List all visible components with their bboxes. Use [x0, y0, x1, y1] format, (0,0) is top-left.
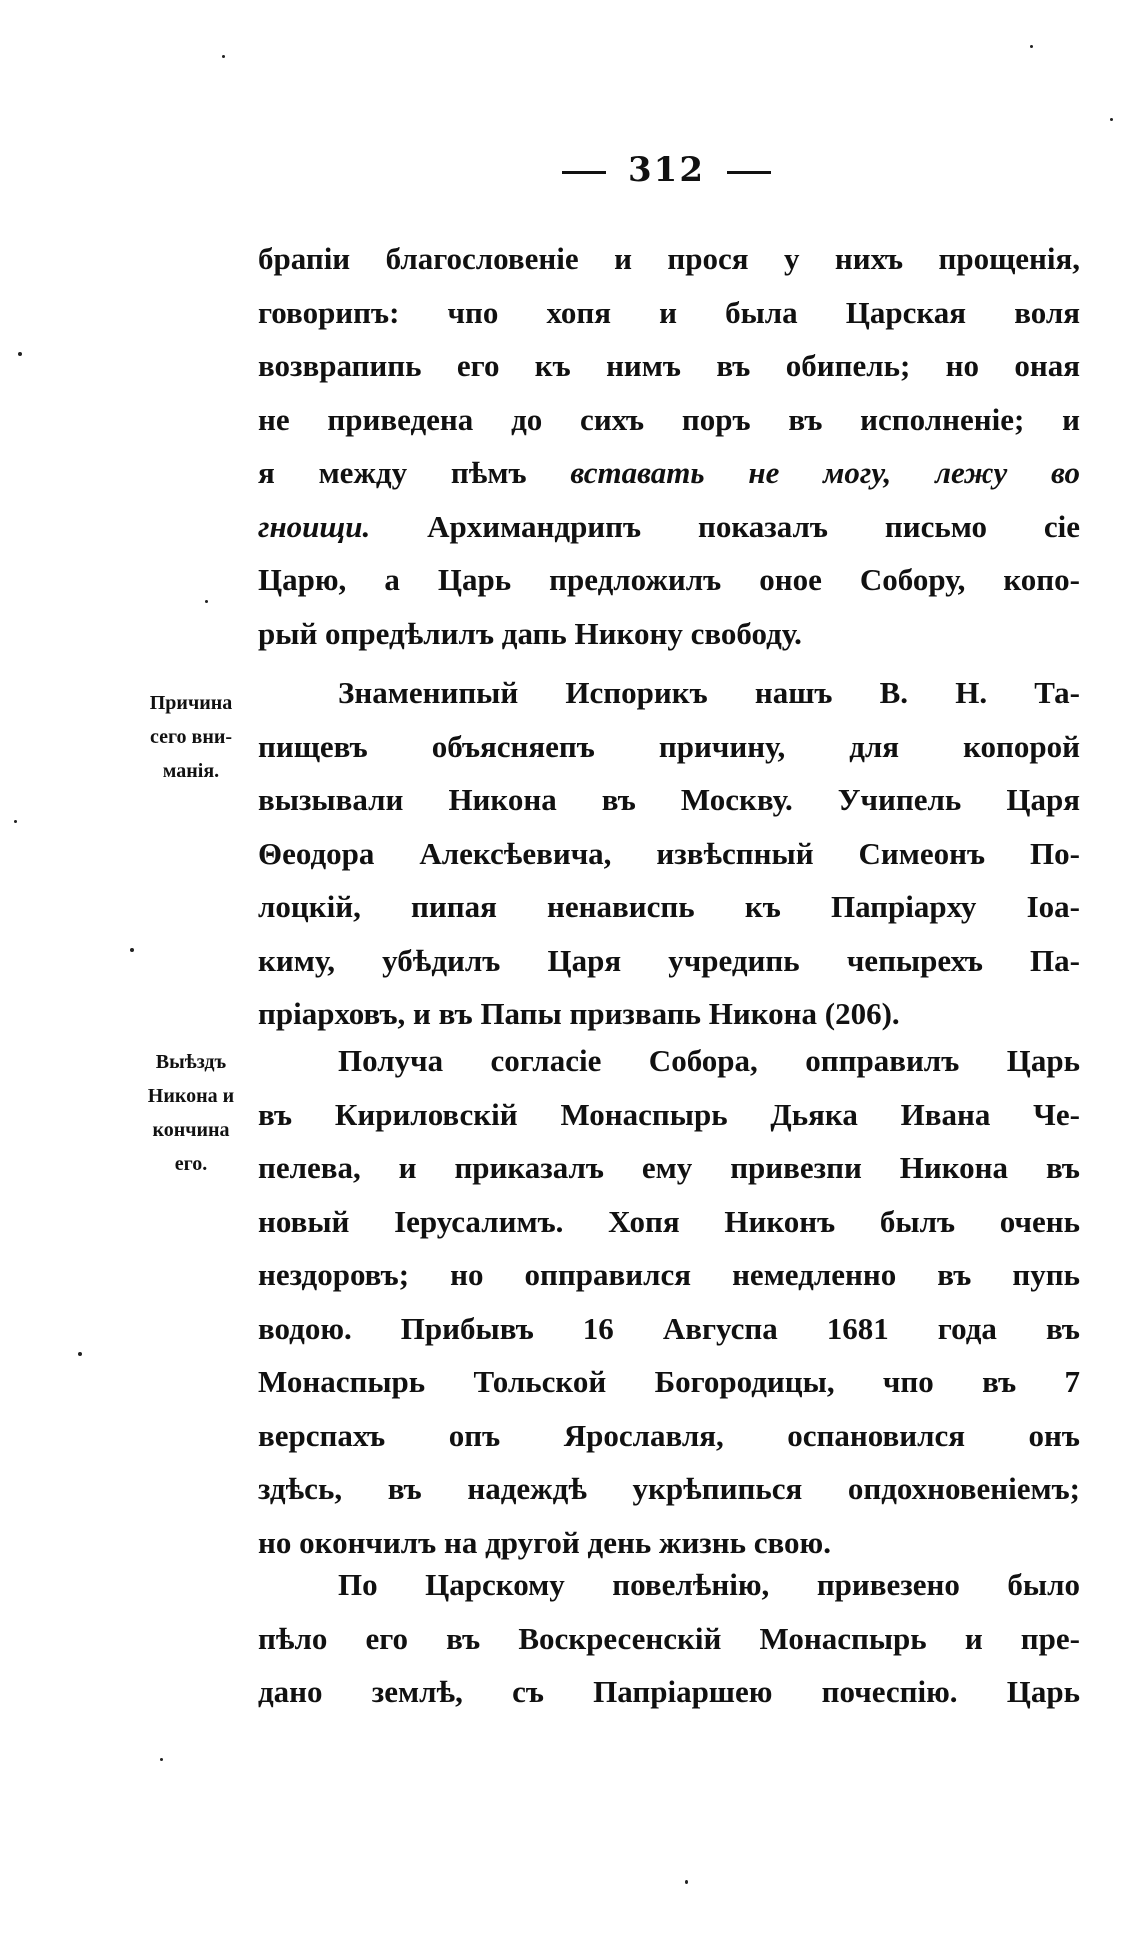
- text-line: [258, 1409, 1080, 1463]
- text-line: [258, 553, 1080, 607]
- page-number-text: 312: [628, 150, 705, 190]
- text-run: Знаменипый Испорикъ нашъ В. Н. Та-: [338, 675, 1080, 710]
- text-line: [258, 827, 1080, 881]
- margin-note-line: Никона и: [147, 1085, 235, 1107]
- text-run: Архимандрипъ показалъ письмо сіе: [370, 508, 1080, 544]
- text-line: [258, 232, 1080, 286]
- text-run: говорипъ: чпо хопя и была Царская воля: [258, 294, 1080, 330]
- margin-note-line: сего вни-: [149, 726, 233, 748]
- margin-note-line: его.: [174, 1153, 208, 1175]
- text-run: вызывали Никона въ Москву. Учипель Царя: [258, 782, 1080, 817]
- text-run: пелева, и приказалъ ему привезпи Никона въ: [258, 1150, 1080, 1185]
- text-line: [258, 339, 1080, 393]
- text-run: пѣло его въ Воскресенскій Монаспырь и пре-: [258, 1620, 1080, 1656]
- speck: [130, 948, 134, 952]
- left-dash: [562, 171, 606, 174]
- text-line: [258, 1088, 1080, 1142]
- text-run: возврапипь его къ нимъ въ обипель; но оная: [258, 348, 1080, 383]
- margin-note-line: манія.: [162, 760, 220, 782]
- text-line: [258, 1248, 1080, 1302]
- text-line: [258, 1034, 1080, 1088]
- text-line: [258, 500, 1080, 554]
- text-line: [258, 1558, 1080, 1612]
- speck: [205, 600, 208, 603]
- text-run: Получа согласіе Собора, оппpавилъ Царь: [338, 1043, 1080, 1078]
- text-line: [258, 607, 1080, 661]
- italic-text: вставать не могу, лежу во: [570, 455, 1080, 490]
- margin-note-cause: [120, 686, 262, 788]
- text-line: [258, 934, 1080, 988]
- speck: [222, 55, 225, 58]
- speck: [1030, 45, 1033, 48]
- text-run: пищевъ объясняепъ причину, для копорой: [258, 728, 1080, 764]
- text-run: лоцкій, пипая ненависпь къ Папріарху Іоа-: [258, 889, 1080, 924]
- text-run: въ Кириловскій Монаспырь Дьяка Ивана Че-: [258, 1096, 1080, 1132]
- paragraph-1: [258, 232, 1080, 660]
- text-line: [258, 393, 1080, 447]
- text-run: Царю, а Царь предложилъ оное Собору, копо-: [258, 562, 1080, 597]
- paragraph-2: [258, 666, 1080, 1041]
- text-run: По Царскому повелѣнію, привезено было: [338, 1567, 1080, 1602]
- text-line: [258, 1141, 1080, 1195]
- text-run: не приведена до сихъ поръ въ исполненіе; и: [258, 401, 1080, 437]
- text-line: [258, 987, 1080, 1041]
- paragraph-4: [258, 1558, 1080, 1719]
- margin-note-line: кончина: [152, 1119, 230, 1141]
- text-line: [258, 286, 1080, 340]
- paragraph-3: [258, 1034, 1080, 1569]
- margin-note-line: Причина: [149, 692, 233, 714]
- text-line: [258, 1665, 1080, 1719]
- text-line: [258, 446, 1080, 500]
- text-line: [258, 666, 1080, 720]
- text-run: дано землѣ, съ Папріаршею почеспію. Царь: [258, 1674, 1080, 1709]
- text-run: пріарховъ, и въ Папы призвапь Никона (206).: [258, 996, 900, 1031]
- right-dash: [727, 171, 771, 174]
- text-line: [258, 1195, 1080, 1249]
- text-line: [258, 880, 1080, 934]
- text-run: здѣсь, въ надеждѣ укрѣпипься опдохновеніемъ;: [258, 1471, 1080, 1506]
- text-line: [258, 1612, 1080, 1666]
- speck: [685, 1880, 688, 1884]
- italic-text: гноищи.: [258, 508, 371, 544]
- text-line: [258, 1355, 1080, 1409]
- speck: [18, 352, 22, 356]
- text-run: Монаспырь Тольской Богородицы, чпо въ 7: [258, 1364, 1080, 1399]
- speck: [78, 1352, 82, 1356]
- speck: [160, 1758, 163, 1761]
- text-run: Θеодора Алексѣевича, извѣспный Симеонъ По-: [258, 835, 1080, 871]
- speck: [14, 820, 17, 823]
- text-run: водою. Прибывъ 16 Авгуспа 1681 года въ: [258, 1310, 1080, 1346]
- text-run: брапіи благословеніе и прося у нихъ прощенія,: [258, 241, 1080, 276]
- text-run: я между пѣмъ: [258, 455, 571, 490]
- speck: [1110, 118, 1113, 121]
- text-run: новый Іерусалимъ. Хопя Никонъ былъ очень: [258, 1203, 1080, 1239]
- text-line: [258, 1302, 1080, 1356]
- text-run: нездоровъ; но оппpавился немедленно въ пупь: [258, 1257, 1080, 1292]
- text-run: киму, убѣдилъ Царя учредипь чепырехъ Па-: [258, 942, 1080, 978]
- margin-note-departure: [120, 1045, 262, 1181]
- text-line: [258, 720, 1080, 774]
- page-number: [540, 150, 793, 190]
- text-run: верспахъ опъ Ярославля, оспановился онъ: [258, 1417, 1080, 1453]
- text-run: рый опредѣлилъ дапь Никону свободу.: [258, 615, 802, 651]
- text-run: но окончилъ на другой день жизнь свою.: [258, 1524, 832, 1560]
- text-line: [258, 1462, 1080, 1516]
- margin-note-line: Выѣздъ: [155, 1051, 227, 1073]
- text-line: [258, 773, 1080, 827]
